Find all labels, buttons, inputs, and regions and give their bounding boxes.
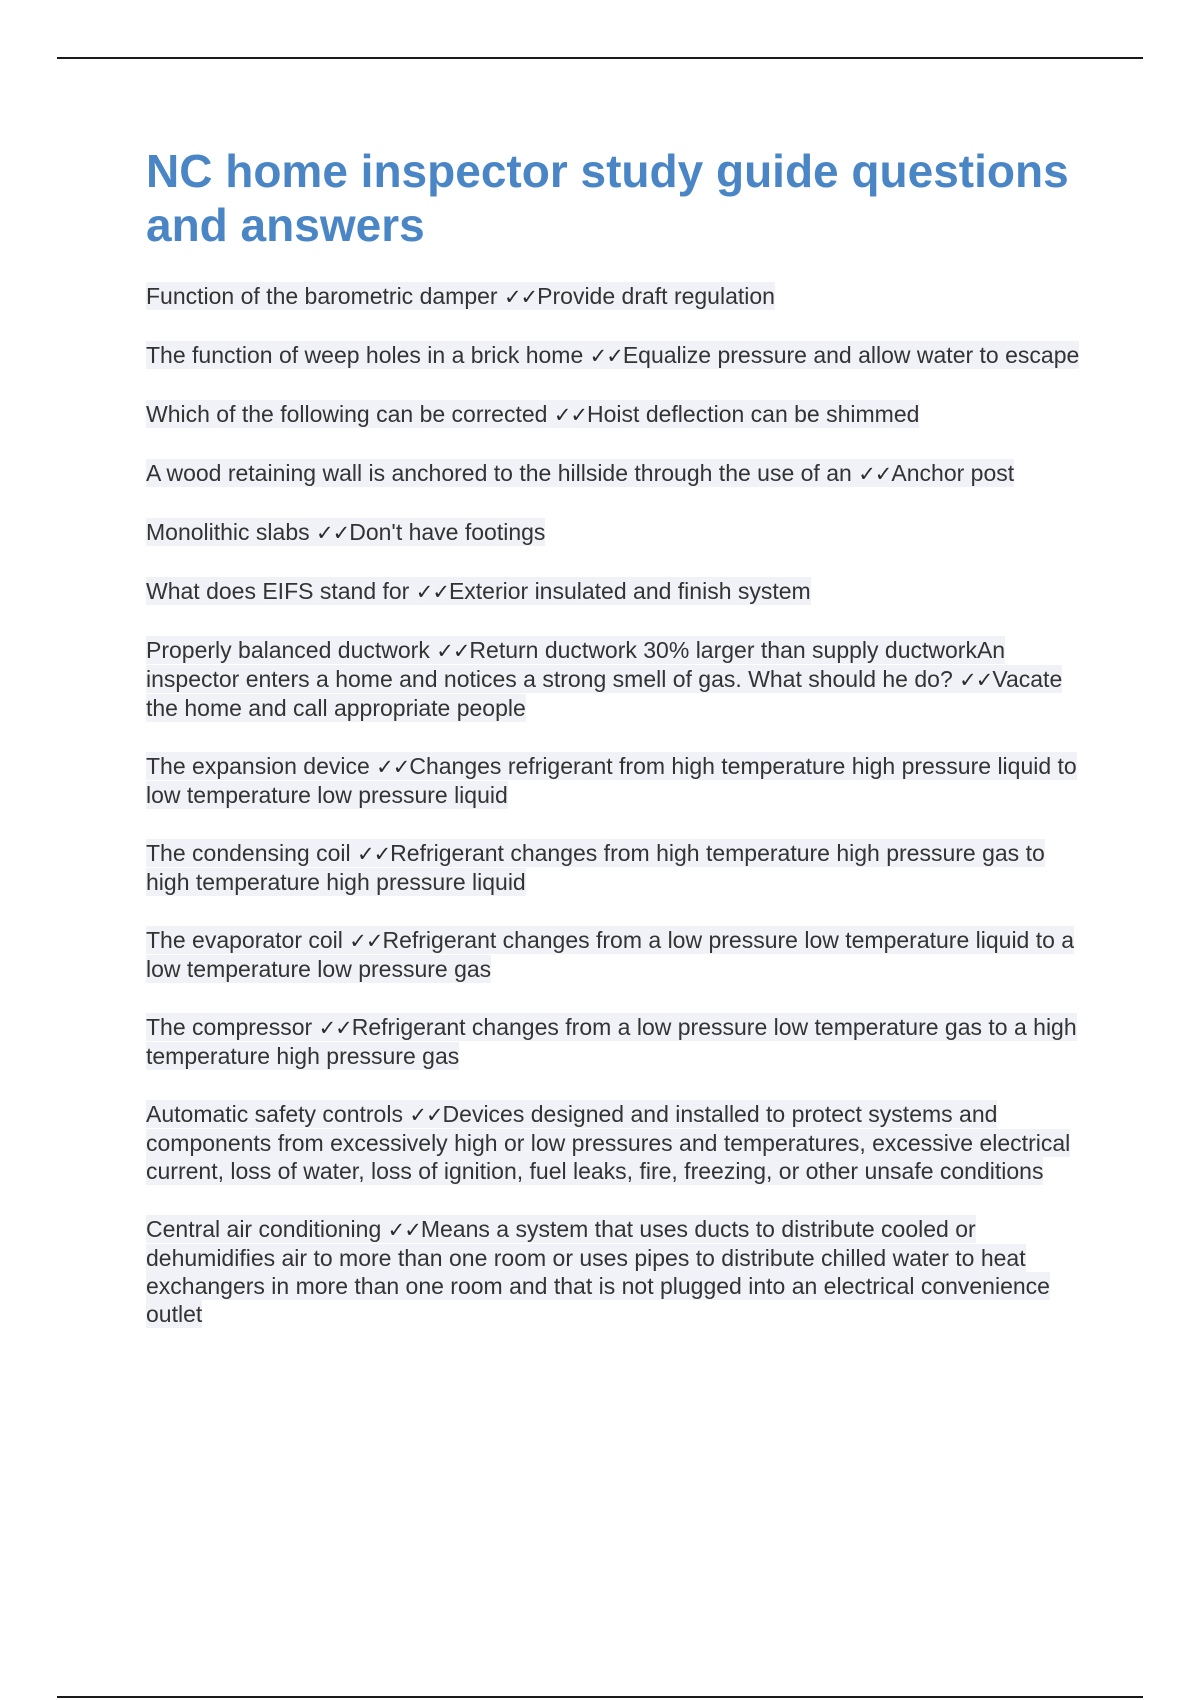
- double-check-icon: ✓✓: [436, 639, 470, 663]
- qa-list: [146, 282, 1086, 1328]
- qa-item: [146, 577, 1086, 606]
- qa-answer: Anchor post: [891, 460, 1015, 486]
- qa-answer: Devices designed and installed to protect systems and components from excessively high or low pressures and temperatures, excessive electrical current, loss of water, loss of ignition, fuel leaks, fire, freezing, or other unsafe conditions: [146, 1101, 1071, 1184]
- double-check-icon: ✓✓: [415, 580, 449, 604]
- double-check-icon: ✓✓: [589, 344, 623, 368]
- qa-answer: Hoist deflection can be shimmed: [587, 401, 920, 427]
- qa-item: [146, 1013, 1086, 1070]
- double-check-icon: ✓✓: [356, 842, 391, 866]
- double-check-icon: ✓✓: [553, 403, 588, 427]
- qa-question: The condensing coil: [146, 840, 357, 866]
- qa-question: Function of the barometric damper: [146, 283, 504, 309]
- qa-question: Automatic safety controls: [146, 1101, 410, 1127]
- qa-item: [146, 839, 1086, 896]
- qa-question: The expansion device: [146, 753, 377, 779]
- qa-answer: Vacate the home and call appropriate people: [146, 666, 1063, 721]
- top-rule: [57, 57, 1143, 59]
- qa-item: [146, 518, 1086, 547]
- qa-question: Properly balanced ductwork: [146, 637, 437, 663]
- qa-item: [146, 636, 1086, 722]
- qa-item: [146, 1100, 1086, 1185]
- double-check-icon: ✓✓: [959, 668, 993, 692]
- qa-answer: Don't have footings: [349, 519, 546, 545]
- qa-answer: Refrigerant changes from a low pressure low temperature liquid to a low temperature low pressure gas: [146, 927, 1075, 982]
- qa-answer: Refrigerant changes from a low pressure low temperature gas to a high temperature high pressure gas: [146, 1014, 1077, 1069]
- double-check-icon: ✓✓: [376, 755, 410, 779]
- double-check-icon: ✓✓: [387, 1218, 421, 1242]
- double-check-icon: ✓✓: [858, 462, 892, 486]
- qa-item: [146, 752, 1086, 809]
- qa-answer: Equalize pressure and allow water to escape: [622, 342, 1080, 368]
- document-body: [146, 144, 1086, 1358]
- qa-item: [146, 1215, 1086, 1328]
- qa-answer: Means a system that uses ducts to distribute cooled or dehumidifies air to more than one room or uses pipes to distribute chilled water to heat exchangers in more than one room and that is not plugged into an electrical convenience outlet: [146, 1216, 1050, 1327]
- qa-question: Monolithic slabs: [146, 519, 317, 545]
- double-check-icon: ✓✓: [349, 929, 383, 953]
- qa-item: [146, 282, 1086, 311]
- qa-answer: Refrigerant changes from high temperature high pressure gas to high temperature high pressure liquid: [146, 840, 1045, 895]
- double-check-icon: ✓✓: [503, 285, 538, 309]
- qa-answer: Exterior insulated and finish system: [448, 578, 811, 604]
- document-title: NC home inspector study guide questions and answers: [146, 145, 1069, 251]
- qa-item: [146, 400, 1086, 429]
- double-check-icon: ✓✓: [316, 521, 350, 545]
- qa-question: A wood retaining wall is anchored to the hillside through the use of an: [146, 460, 859, 486]
- qa-answer: Provide draft regulation: [537, 283, 775, 309]
- qa-question: Central air conditioning: [146, 1216, 388, 1242]
- qa-item: [146, 341, 1086, 370]
- double-check-icon: ✓✓: [318, 1016, 352, 1040]
- double-check-icon: ✓✓: [409, 1103, 443, 1127]
- qa-question: The evaporator coil: [146, 927, 350, 953]
- qa-question: The compressor: [146, 1014, 319, 1040]
- qa-question: Which of the following can be corrected: [146, 401, 554, 427]
- qa-question: The function of weep holes in a brick home: [146, 342, 590, 368]
- qa-item: [146, 926, 1086, 983]
- qa-answer: Return ductwork 30% larger than supply ductworkAn inspector enters a home and notices a strong smell of gas. What should he do?: [146, 637, 1006, 692]
- qa-question: What does EIFS stand for: [146, 578, 416, 604]
- qa-item: [146, 459, 1086, 488]
- bottom-rule: [57, 1696, 1143, 1698]
- qa-answer: Changes refrigerant from high temperature high pressure liquid to low temperature low pressure liquid: [146, 753, 1077, 808]
